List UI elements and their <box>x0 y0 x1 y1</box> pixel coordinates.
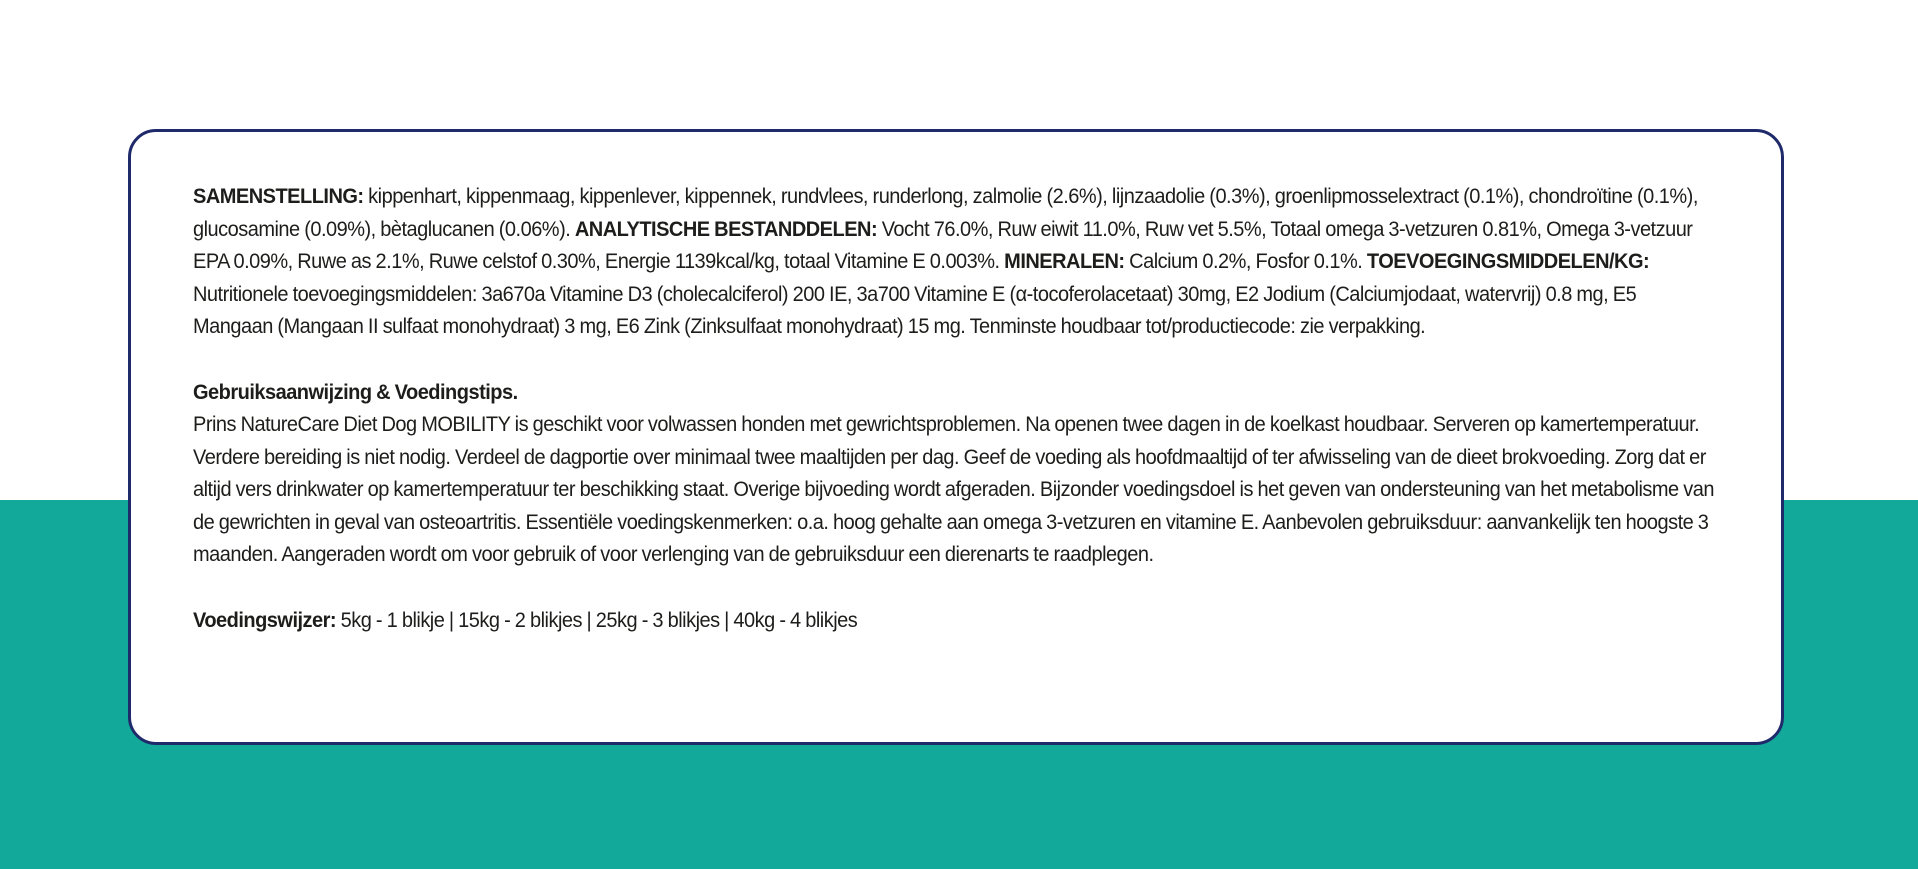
minerals-label: MINERALEN: <box>1004 249 1125 273</box>
usage-heading: Gebruiksaanwijzing & Voedingstips. <box>193 379 518 404</box>
feeding-label: Voedingswijzer: <box>193 607 337 632</box>
product-info-card <box>128 129 1784 745</box>
analytical-text: Vocht 76.0%, Ruw eiwit 11.0%, Ruw vet 5.5%, Totaal omega 3-vetzuren 0.81%, Omega 3-vetzuur EPA 0.09%, Ruwe as 2.1%, Ruwe celstof 0.30%, Energie 1139kcal/kg, totaal Vitamine E 0.003%. <box>193 216 1693 273</box>
feeding-text: 5kg - 1 blikje | 15kg - 2 blikjes | 25kg - 3 blikjes | 40kg - 4 blikjes <box>340 607 858 632</box>
spacer <box>193 571 1718 604</box>
minerals-text: Calcium 0.2%, Fosfor 0.1%. <box>1129 249 1363 273</box>
additives-text: Nutritionele toevoegingsmiddelen: 3a670a Vitamine D3 (cholecalciferol) 200 IE, 3a700 Vitamine E (α-tocoferolacetaat) 30mg, E2 Jodium (Calciumjodaat, watervrij) 0.8 mg, E5 Mangaan (Mangaan II sulfaat monohydraat) 3 mg, E6 Zink (Zinksulfaat monohydraat) 15 mg. Tenminste houdbaar tot/productiecode: zie verpakking. <box>193 281 1637 338</box>
composition-paragraph <box>193 180 1718 343</box>
composition-text: kippenhart, kippenmaag, kippenlever, kippennek, rundvlees, runderlong, zalmolie (2.6%), lijnzaadolie (0.3%), groenlipmosselextract (0.1%), chondroïtine (0.1%), glucosamine (0.09%), bètaglucanen (0.06%). <box>193 184 1698 241</box>
usage-text: Prins NatureCare Diet Dog MOBILITY is geschikt voor volwassen honden met gewrichtsproblemen. Na openen twee dagen in de koelkast houdbaar. Serveren op kamertemperatuur. Verdere bereiding is niet nodig. Verdeel de dagportie over minimaal twee maaltijden per dag. Geef de voeding als hoofdmaaltijd of ter afwisseling van de dieet brokvoeding. Zorg dat er altijd vers drinkwater op kamertemperatuur ter beschikking staat. Overige bijvoeding wordt afgeraden. Bijzonder voedingsdoel is het geven van ondersteuning van het metabolisme van de gewrichten in geval van osteoartritis. Essentiële voedingskenmerken: o.a. hoog gehalte aan omega 3-vetzuren en vitamine E. Aanbevolen gebruiksduur: aanvankelijk ten hoogste 3 maanden. Aangeraden wordt om voor gebruik of voor verlenging van de gebruiksduur een dierenarts te raadplegen. <box>193 412 1714 566</box>
label-text <box>193 180 1718 636</box>
analytical-label: ANALYTISCHE BESTANDDELEN: <box>574 216 878 241</box>
additives-label: TOEVOEGINGSMIDDELEN/KG: <box>1366 249 1650 273</box>
spacer <box>193 343 1718 376</box>
composition-label: SAMENSTELLING: <box>193 184 364 208</box>
feeding-guide <box>193 604 1718 637</box>
